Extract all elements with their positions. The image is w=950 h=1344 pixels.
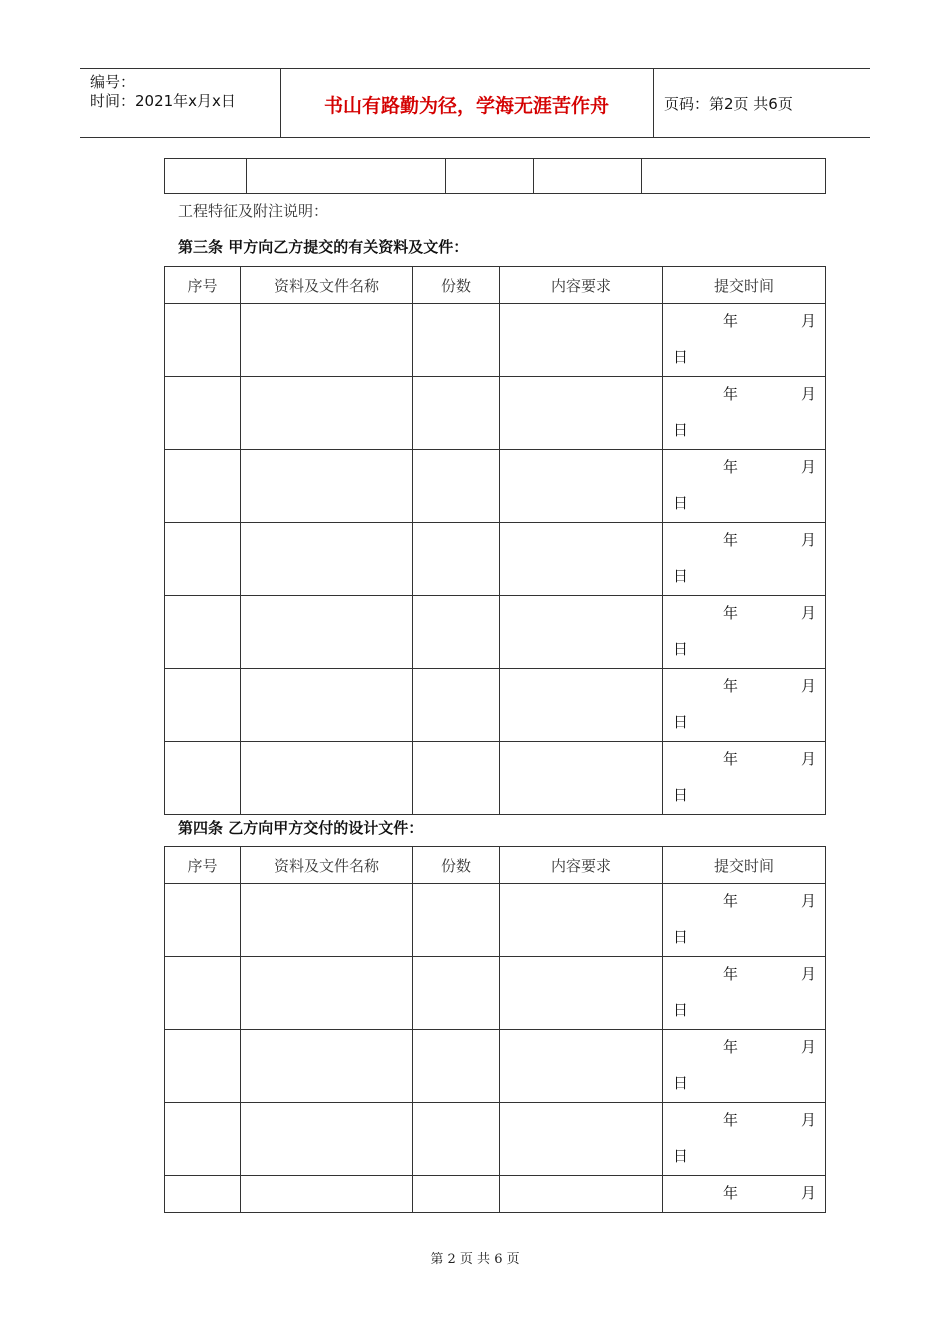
table-cell[interactable]: [413, 304, 500, 377]
table-row: [165, 1176, 826, 1213]
month-label: 月: [800, 892, 816, 910]
header-page-number: 页码：第2页 共6页: [664, 95, 793, 113]
day-label: 日: [673, 1074, 689, 1092]
date-cell[interactable]: [663, 377, 826, 450]
date-cell[interactable]: [663, 669, 826, 742]
table-cell[interactable]: [413, 957, 500, 1030]
table-row: [165, 304, 826, 377]
date-cell[interactable]: [663, 304, 826, 377]
table-cell: [534, 159, 642, 194]
page-footer: 第 2 页 共 6 页: [430, 1252, 520, 1267]
date-cell[interactable]: [663, 1176, 826, 1213]
date-cell[interactable]: [663, 957, 826, 1030]
month-label: 月: [800, 677, 816, 695]
table-cell[interactable]: [241, 1030, 413, 1103]
year-label: 年: [723, 1038, 739, 1056]
table-cell[interactable]: [241, 450, 413, 523]
date-cell[interactable]: [663, 884, 826, 957]
table-cell[interactable]: [241, 304, 413, 377]
table-cell[interactable]: [165, 957, 241, 1030]
table-cell[interactable]: [165, 377, 241, 450]
table-row: [165, 957, 826, 1030]
table-row: [165, 669, 826, 742]
year-label: 年: [723, 750, 739, 768]
table-cell[interactable]: [241, 957, 413, 1030]
article-4-table: [164, 846, 826, 1213]
article-3-table: [164, 266, 826, 815]
date-cell[interactable]: [663, 523, 826, 596]
table-cell[interactable]: [241, 1176, 413, 1213]
year-label: 年: [723, 892, 739, 910]
table-cell[interactable]: [413, 1103, 500, 1176]
table-cell[interactable]: [241, 377, 413, 450]
day-label: 日: [673, 713, 689, 731]
day-label: 日: [673, 494, 689, 512]
date-cell[interactable]: [663, 1030, 826, 1103]
year-label: 年: [723, 1184, 739, 1202]
table-cell[interactable]: [165, 1030, 241, 1103]
page-header: [80, 68, 870, 138]
table-cell: [165, 159, 247, 194]
article-3-title: 第三条 甲方向乙方提交的有关资料及文件：: [178, 238, 469, 256]
year-label: 年: [723, 385, 739, 403]
month-label: 月: [800, 965, 816, 983]
day-label: 日: [673, 1147, 689, 1165]
article-4-title: 第四条 乙方向甲方交付的设计文件：: [178, 819, 424, 837]
table-cell[interactable]: [500, 884, 663, 957]
year-label: 年: [723, 458, 739, 476]
day-label: 日: [673, 1001, 689, 1019]
table-cell[interactable]: [500, 523, 663, 596]
column-header: 提交时间: [663, 267, 826, 304]
column-header: 序号: [165, 267, 241, 304]
table-row: [165, 1103, 826, 1176]
day-label: 日: [673, 928, 689, 946]
year-label: 年: [723, 677, 739, 695]
day-label: 日: [673, 348, 689, 366]
table-cell[interactable]: [500, 304, 663, 377]
table-row: [165, 884, 826, 957]
table-cell[interactable]: [500, 1030, 663, 1103]
column-header: 资料及文件名称: [241, 847, 413, 884]
day-label: 日: [673, 786, 689, 804]
table-cell[interactable]: [241, 1103, 413, 1176]
table-row: [165, 450, 826, 523]
table-cell[interactable]: [500, 1176, 663, 1213]
header-divider: [653, 69, 654, 137]
table-cell: [247, 159, 446, 194]
month-label: 月: [800, 604, 816, 622]
table-cell[interactable]: [413, 523, 500, 596]
column-header: 序号: [165, 847, 241, 884]
table-cell[interactable]: [413, 1176, 500, 1213]
month-label: 月: [800, 458, 816, 476]
table-cell[interactable]: [500, 957, 663, 1030]
table-header-row: [165, 847, 826, 884]
year-label: 年: [723, 531, 739, 549]
column-header: 内容要求: [500, 847, 663, 884]
table-cell[interactable]: [500, 669, 663, 742]
column-header: 份数: [413, 267, 500, 304]
month-label: 月: [800, 312, 816, 330]
table-row: [165, 1030, 826, 1103]
table-cell[interactable]: [165, 450, 241, 523]
table-cell[interactable]: [241, 669, 413, 742]
table-cell[interactable]: [500, 377, 663, 450]
month-label: 月: [800, 750, 816, 768]
table-cell[interactable]: [241, 884, 413, 957]
header-motto: 书山有路勤为径，学海无涯苦作舟: [323, 95, 609, 117]
date-cell[interactable]: [663, 742, 826, 815]
year-label: 年: [723, 1111, 739, 1129]
table-cell[interactable]: [165, 742, 241, 815]
table-cell[interactable]: [500, 1103, 663, 1176]
table-cell[interactable]: [165, 884, 241, 957]
table-cell[interactable]: [413, 669, 500, 742]
table-cell[interactable]: [413, 1030, 500, 1103]
table-row: [165, 523, 826, 596]
table-cell[interactable]: [500, 596, 663, 669]
column-header: 提交时间: [663, 847, 826, 884]
table-cell[interactable]: [165, 1103, 241, 1176]
table-cell[interactable]: [413, 742, 500, 815]
table-cell: [446, 159, 534, 194]
table-cell[interactable]: [413, 377, 500, 450]
table-cell[interactable]: [241, 742, 413, 815]
table-cell[interactable]: [241, 523, 413, 596]
table-cell[interactable]: [165, 669, 241, 742]
date-cell[interactable]: [663, 1103, 826, 1176]
table-row: [165, 377, 826, 450]
table-cell[interactable]: [413, 596, 500, 669]
day-label: 日: [673, 421, 689, 439]
table-cell[interactable]: [500, 450, 663, 523]
date-cell[interactable]: [663, 450, 826, 523]
table-cell[interactable]: [241, 596, 413, 669]
column-header: 份数: [413, 847, 500, 884]
date-cell[interactable]: [663, 596, 826, 669]
year-label: 年: [723, 965, 739, 983]
table-cell[interactable]: [500, 742, 663, 815]
column-header: 内容要求: [500, 267, 663, 304]
project-table-continued: [164, 158, 826, 194]
document-number-label: 编号：: [90, 73, 136, 91]
day-label: 日: [673, 567, 689, 585]
month-label: 月: [800, 1111, 816, 1129]
month-label: 月: [800, 385, 816, 403]
column-header: 资料及文件名称: [241, 267, 413, 304]
table-header-row: [165, 267, 826, 304]
table-cell[interactable]: [413, 450, 500, 523]
month-label: 月: [800, 1038, 816, 1056]
table-row: [165, 742, 826, 815]
month-label: 月: [800, 1184, 816, 1202]
table-row: [165, 596, 826, 669]
project-note-label: 工程特征及附注说明：: [178, 202, 329, 220]
month-label: 月: [800, 531, 816, 549]
year-label: 年: [723, 604, 739, 622]
table-cell: [642, 159, 826, 194]
document-time-label: 时间：2021年x月x日: [90, 92, 236, 110]
table-cell[interactable]: [165, 1176, 241, 1213]
table-cell[interactable]: [165, 304, 241, 377]
table-cell[interactable]: [413, 884, 500, 957]
table-cell[interactable]: [165, 523, 241, 596]
year-label: 年: [723, 312, 739, 330]
table-cell[interactable]: [165, 596, 241, 669]
day-label: 日: [673, 640, 689, 658]
